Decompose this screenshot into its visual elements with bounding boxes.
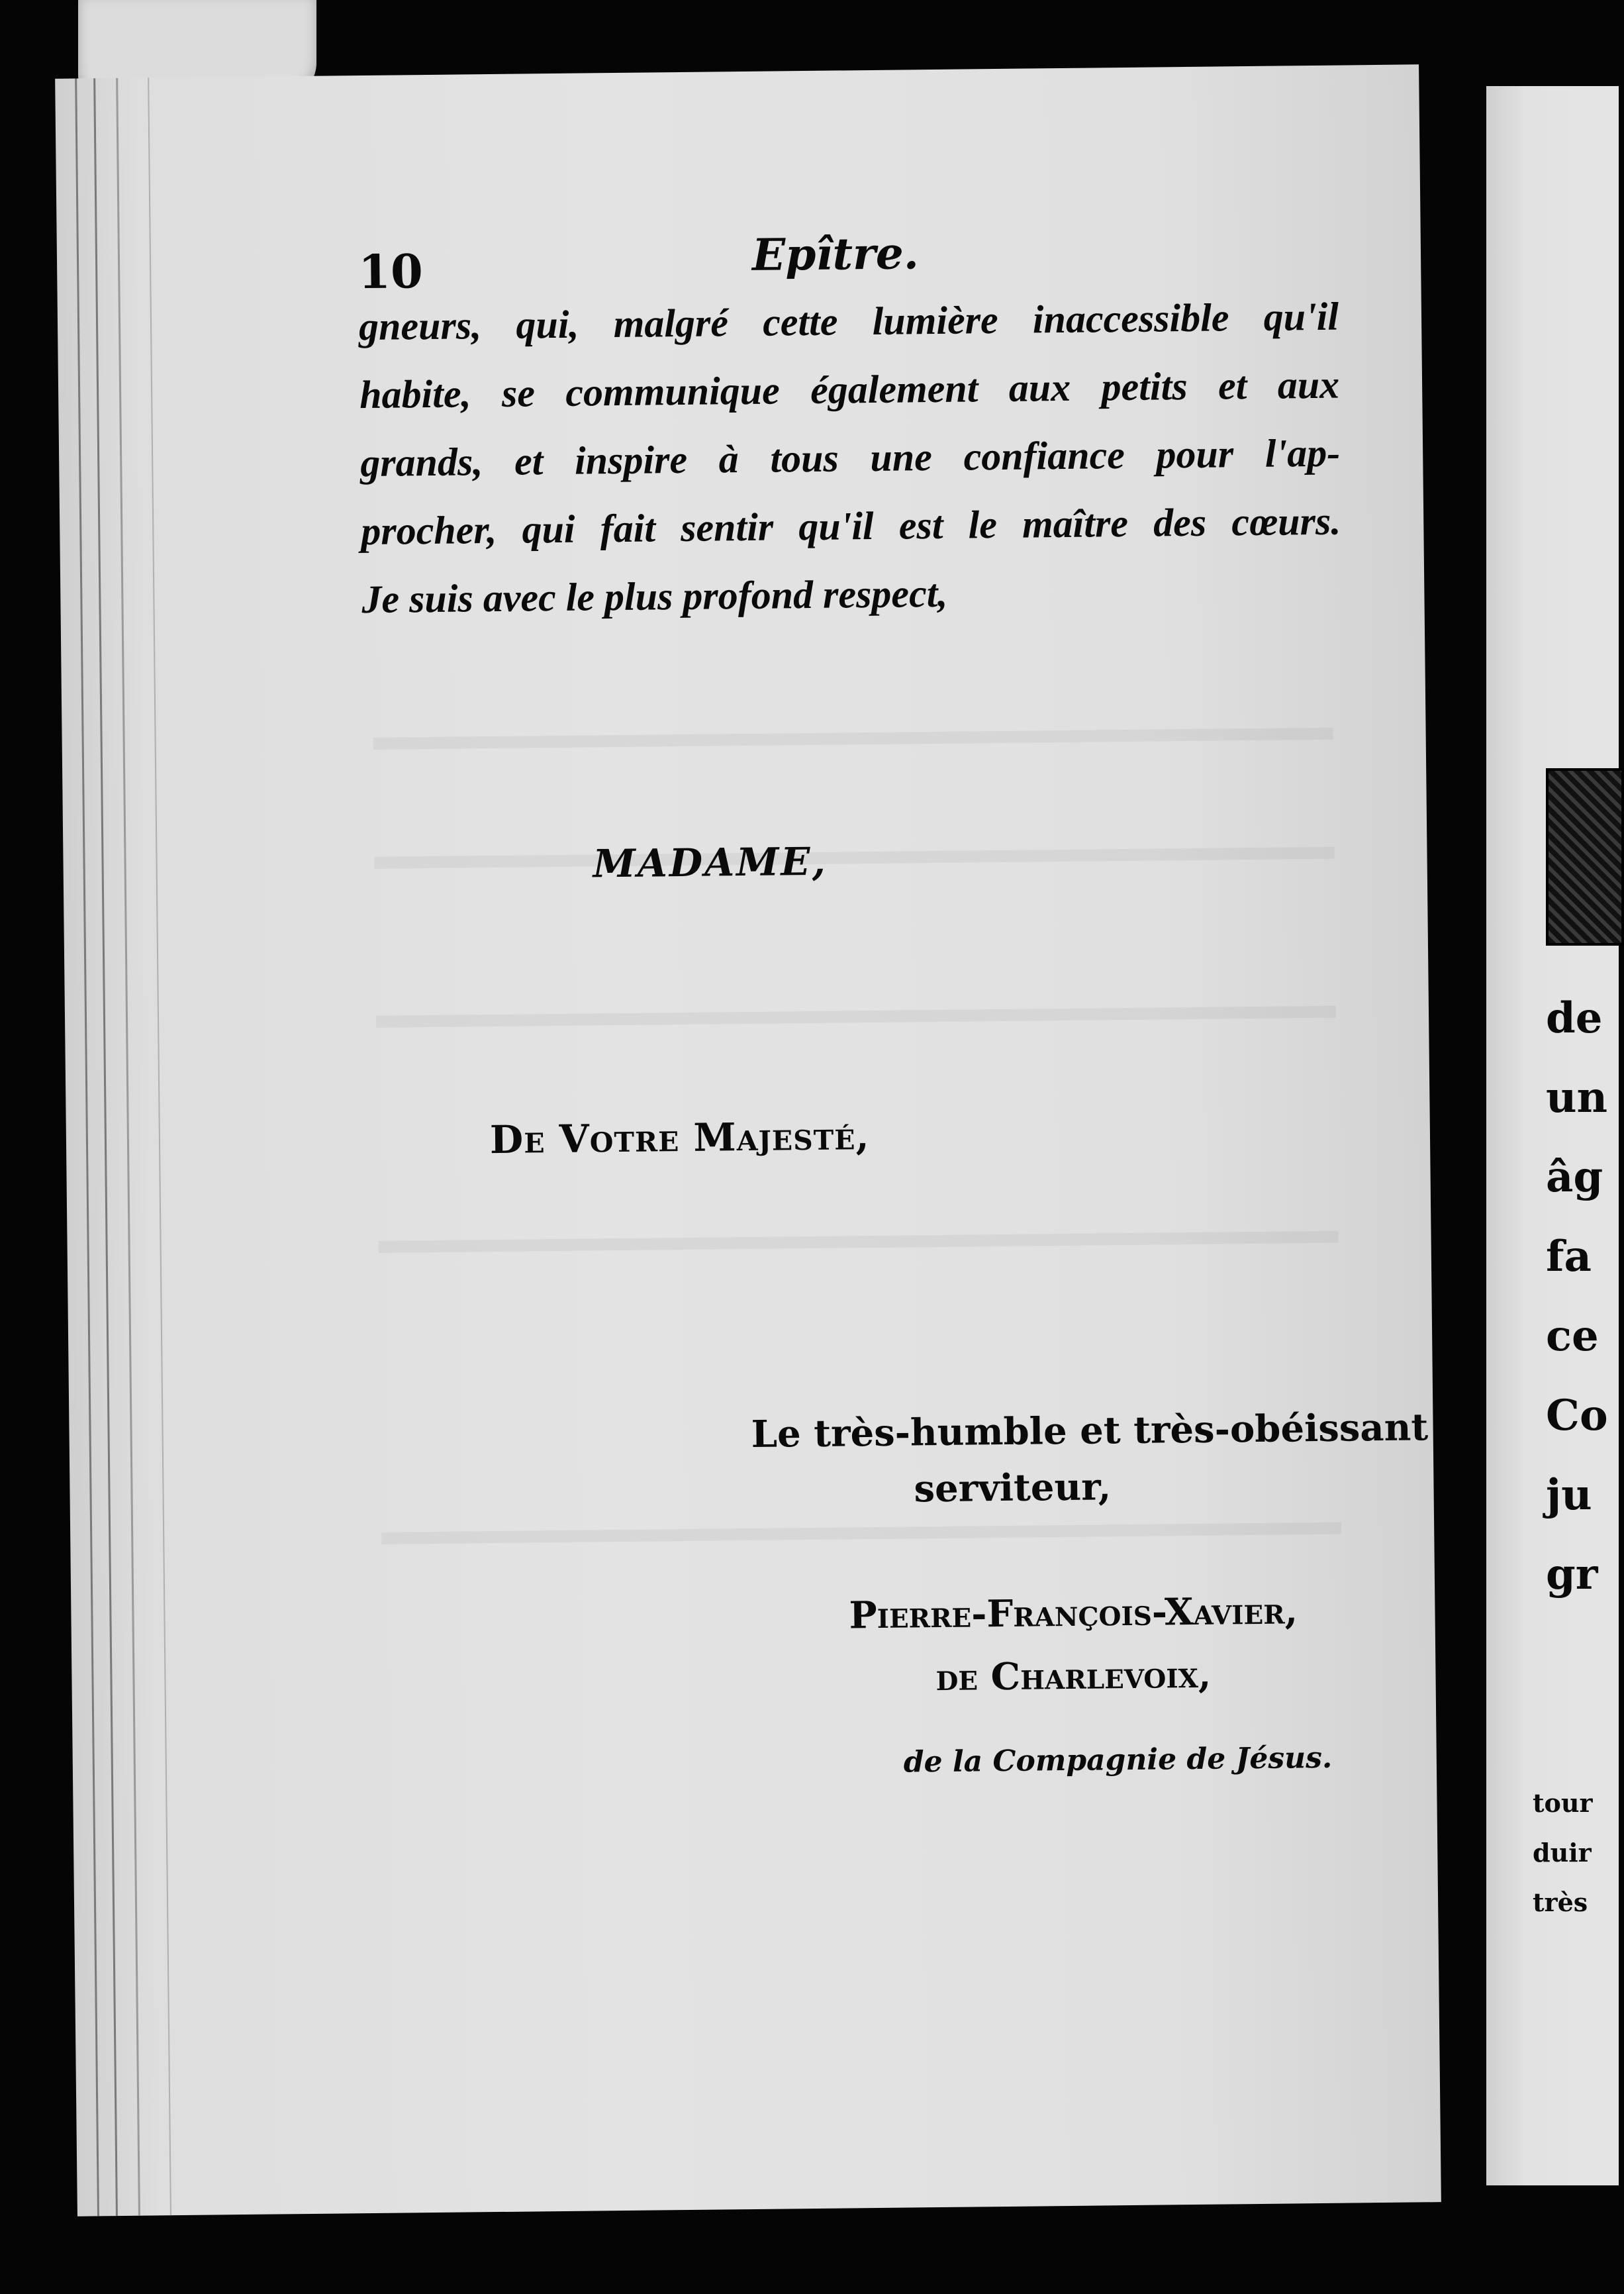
page-edge (93, 78, 118, 2216)
facing-small-fragment: tour (1533, 1788, 1593, 1818)
signature-affiliation: de la Compagnie de Jésus. (903, 1740, 1333, 1779)
ornamental-initial-icon (1546, 768, 1624, 946)
signature-name: de Charlevoix, (935, 1652, 1212, 1700)
facing-small-fragment: duir (1533, 1838, 1592, 1868)
body-line: grands, et inspire à tous une confiance pour l'ap- (359, 430, 1341, 485)
majesty-address: De Votre Majesté, (489, 1113, 871, 1163)
bleed-through (381, 1522, 1341, 1544)
salutation: MADAME, (593, 838, 828, 887)
facing-text-fragment: ju (1546, 1470, 1592, 1520)
running-head: Epître. (751, 227, 920, 281)
facing-text-fragment: de (1546, 993, 1603, 1043)
closing-line: serviteur, (914, 1465, 1112, 1511)
page-edge (148, 77, 171, 2215)
body-line: habite, se communique également aux petits et aux (359, 362, 1340, 417)
facing-text-fragment: fa (1546, 1232, 1592, 1281)
page-edge (75, 79, 99, 2217)
facing-text-fragment: âg (1546, 1152, 1603, 1202)
bleed-through (376, 1006, 1336, 1028)
right-page-fragment (1486, 86, 1619, 2185)
page-edge (116, 78, 140, 2216)
signature-name: Pierre-François-Xavier, (849, 1589, 1298, 1638)
body-line: Je suis avec le plus profond respect, (361, 571, 948, 622)
bleed-through (379, 1231, 1339, 1253)
bleed-through (373, 728, 1333, 750)
facing-text-fragment: gr (1546, 1550, 1598, 1599)
facing-text-fragment: un (1546, 1073, 1608, 1122)
body-line: procher, qui fait sentir qu'il est le maître des cœurs. (360, 499, 1341, 554)
facing-text-fragment: ce (1546, 1311, 1599, 1361)
page-number: 10 (358, 244, 424, 300)
body-line: gneurs, qui, malgré cette lumière inaccessible qu'il (358, 294, 1339, 349)
left-page (55, 64, 1441, 2216)
facing-text-fragment: Co (1546, 1391, 1608, 1440)
closing-line: Le très-humble et très-obéissant (751, 1405, 1429, 1456)
facing-small-fragment: très (1533, 1887, 1588, 1917)
bleed-through (374, 847, 1334, 869)
